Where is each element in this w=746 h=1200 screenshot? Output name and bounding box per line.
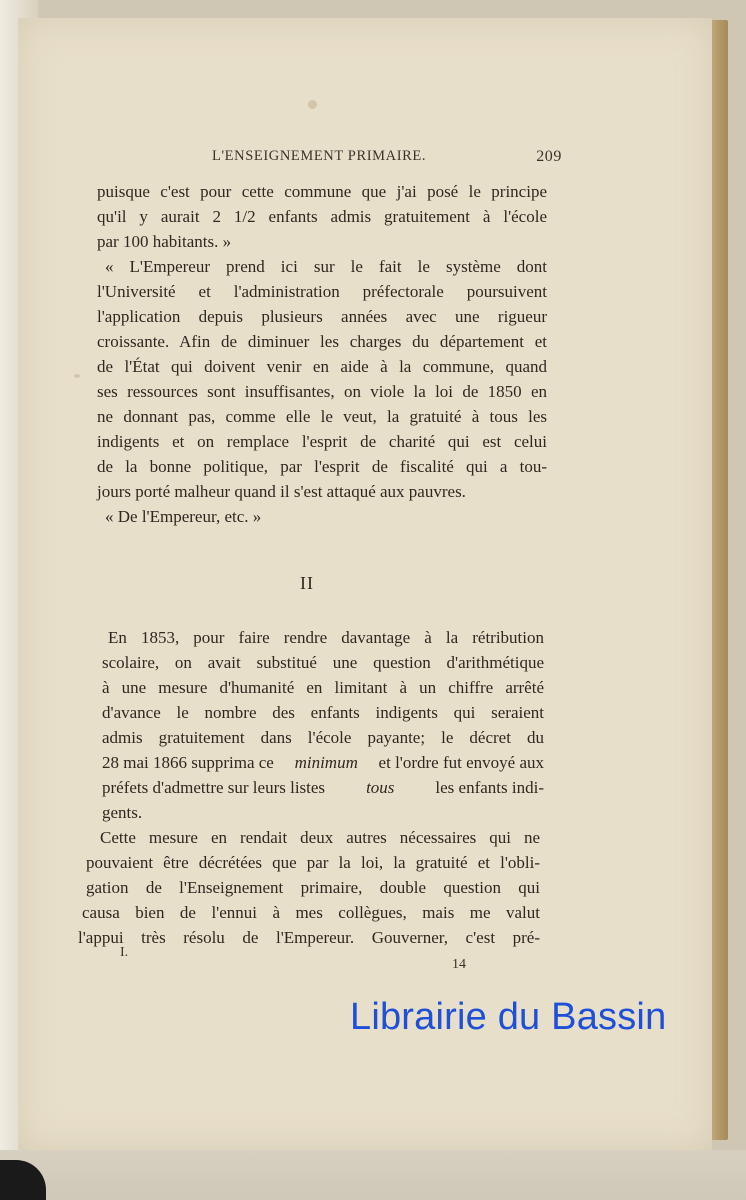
- text-fragment: et l'ordre fut envoyé aux: [378, 753, 544, 772]
- italic-word: minimum: [294, 753, 358, 772]
- running-head-title: L'ENSEIGNEMENT PRIMAIRE.: [212, 148, 427, 164]
- foxing-spot: [308, 100, 317, 109]
- text-line: qu'il y aurait 2 1/2 enfants admis gratuitement à l'école: [97, 207, 547, 226]
- table-surface: [0, 1150, 746, 1200]
- text-fragment: 28 mai 1866 supprima ce: [102, 753, 274, 772]
- watermark-text: Librairie du Bassin: [350, 996, 667, 1038]
- text-line: de l'État qui doivent venir en aide à la commune, quand: [97, 357, 547, 376]
- text-line-with-italic: [102, 776, 544, 800]
- text-line: admis gratuitement dans l'école payante; le décret du: [102, 728, 544, 747]
- text-line: puisque c'est pour cette commune que j'ai posé le principe: [97, 182, 547, 201]
- page-number: 209: [536, 148, 562, 165]
- text-line: par 100 habitants. »: [97, 232, 232, 251]
- foxing-spot: [74, 374, 80, 378]
- text-line: Cette mesure en rendait deux autres nécessaires qui ne: [100, 828, 540, 847]
- signature-mark: I.: [120, 945, 129, 960]
- text-line: jours porté malheur quand il s'est attaqué aux pauvres.: [97, 482, 466, 501]
- text-line: croissante. Afin de diminuer les charges du département et: [97, 332, 547, 351]
- text-line: causa bien de l'ennui à mes collègues, mais me valut: [82, 903, 540, 922]
- text-fragment: les enfants indi-: [435, 778, 544, 797]
- text-line: pouvaient être décrétées que par la loi, la gratuité et l'obli-: [86, 853, 540, 872]
- text-line: gents.: [102, 803, 143, 822]
- text-line: scolaire, on avait substitué une question d'arithmétique: [102, 653, 544, 672]
- running-header: [212, 148, 562, 168]
- text-line: gation de l'Enseignement primaire, double question qui: [86, 878, 540, 897]
- section-heading: II: [300, 573, 314, 593]
- text-line: de la bonne politique, par l'esprit de fiscalité qui a tou-: [97, 457, 547, 476]
- text-line: indigents et on remplace l'esprit de charité qui est celui: [97, 432, 547, 451]
- text-line-with-italic: [102, 751, 544, 775]
- italic-word: tous: [366, 778, 395, 797]
- text-line: En 1853, pour faire rendre davantage à la rétribution: [108, 628, 544, 647]
- closing-line: « De l'Empereur, etc. »: [105, 507, 262, 526]
- text-line: ses ressources sont insuffisantes, on viole la loi de 1850 en: [97, 382, 547, 401]
- text-line: « L'Empereur prend ici sur le fait le système dont: [105, 257, 547, 276]
- text-fragment: préfets d'admettre sur leurs listes: [102, 778, 326, 797]
- text-line: l'appui très résolu de l'Empereur. Gouverner, c'est pré-: [78, 928, 540, 947]
- text-line: l'application depuis plusieurs années avec une rigueur: [97, 307, 547, 326]
- text-line: à une mesure d'humanité en limitant à un chiffre arrêté: [102, 678, 544, 697]
- text-line: l'Université et l'administration préfectorale poursuivent: [97, 282, 547, 301]
- sheet-number: 14: [452, 957, 466, 972]
- text-line: ne donnant pas, comme elle le veut, la gratuité à tous les: [97, 407, 547, 426]
- text-line: d'avance le nombre des enfants indigents qui seraient: [102, 703, 544, 722]
